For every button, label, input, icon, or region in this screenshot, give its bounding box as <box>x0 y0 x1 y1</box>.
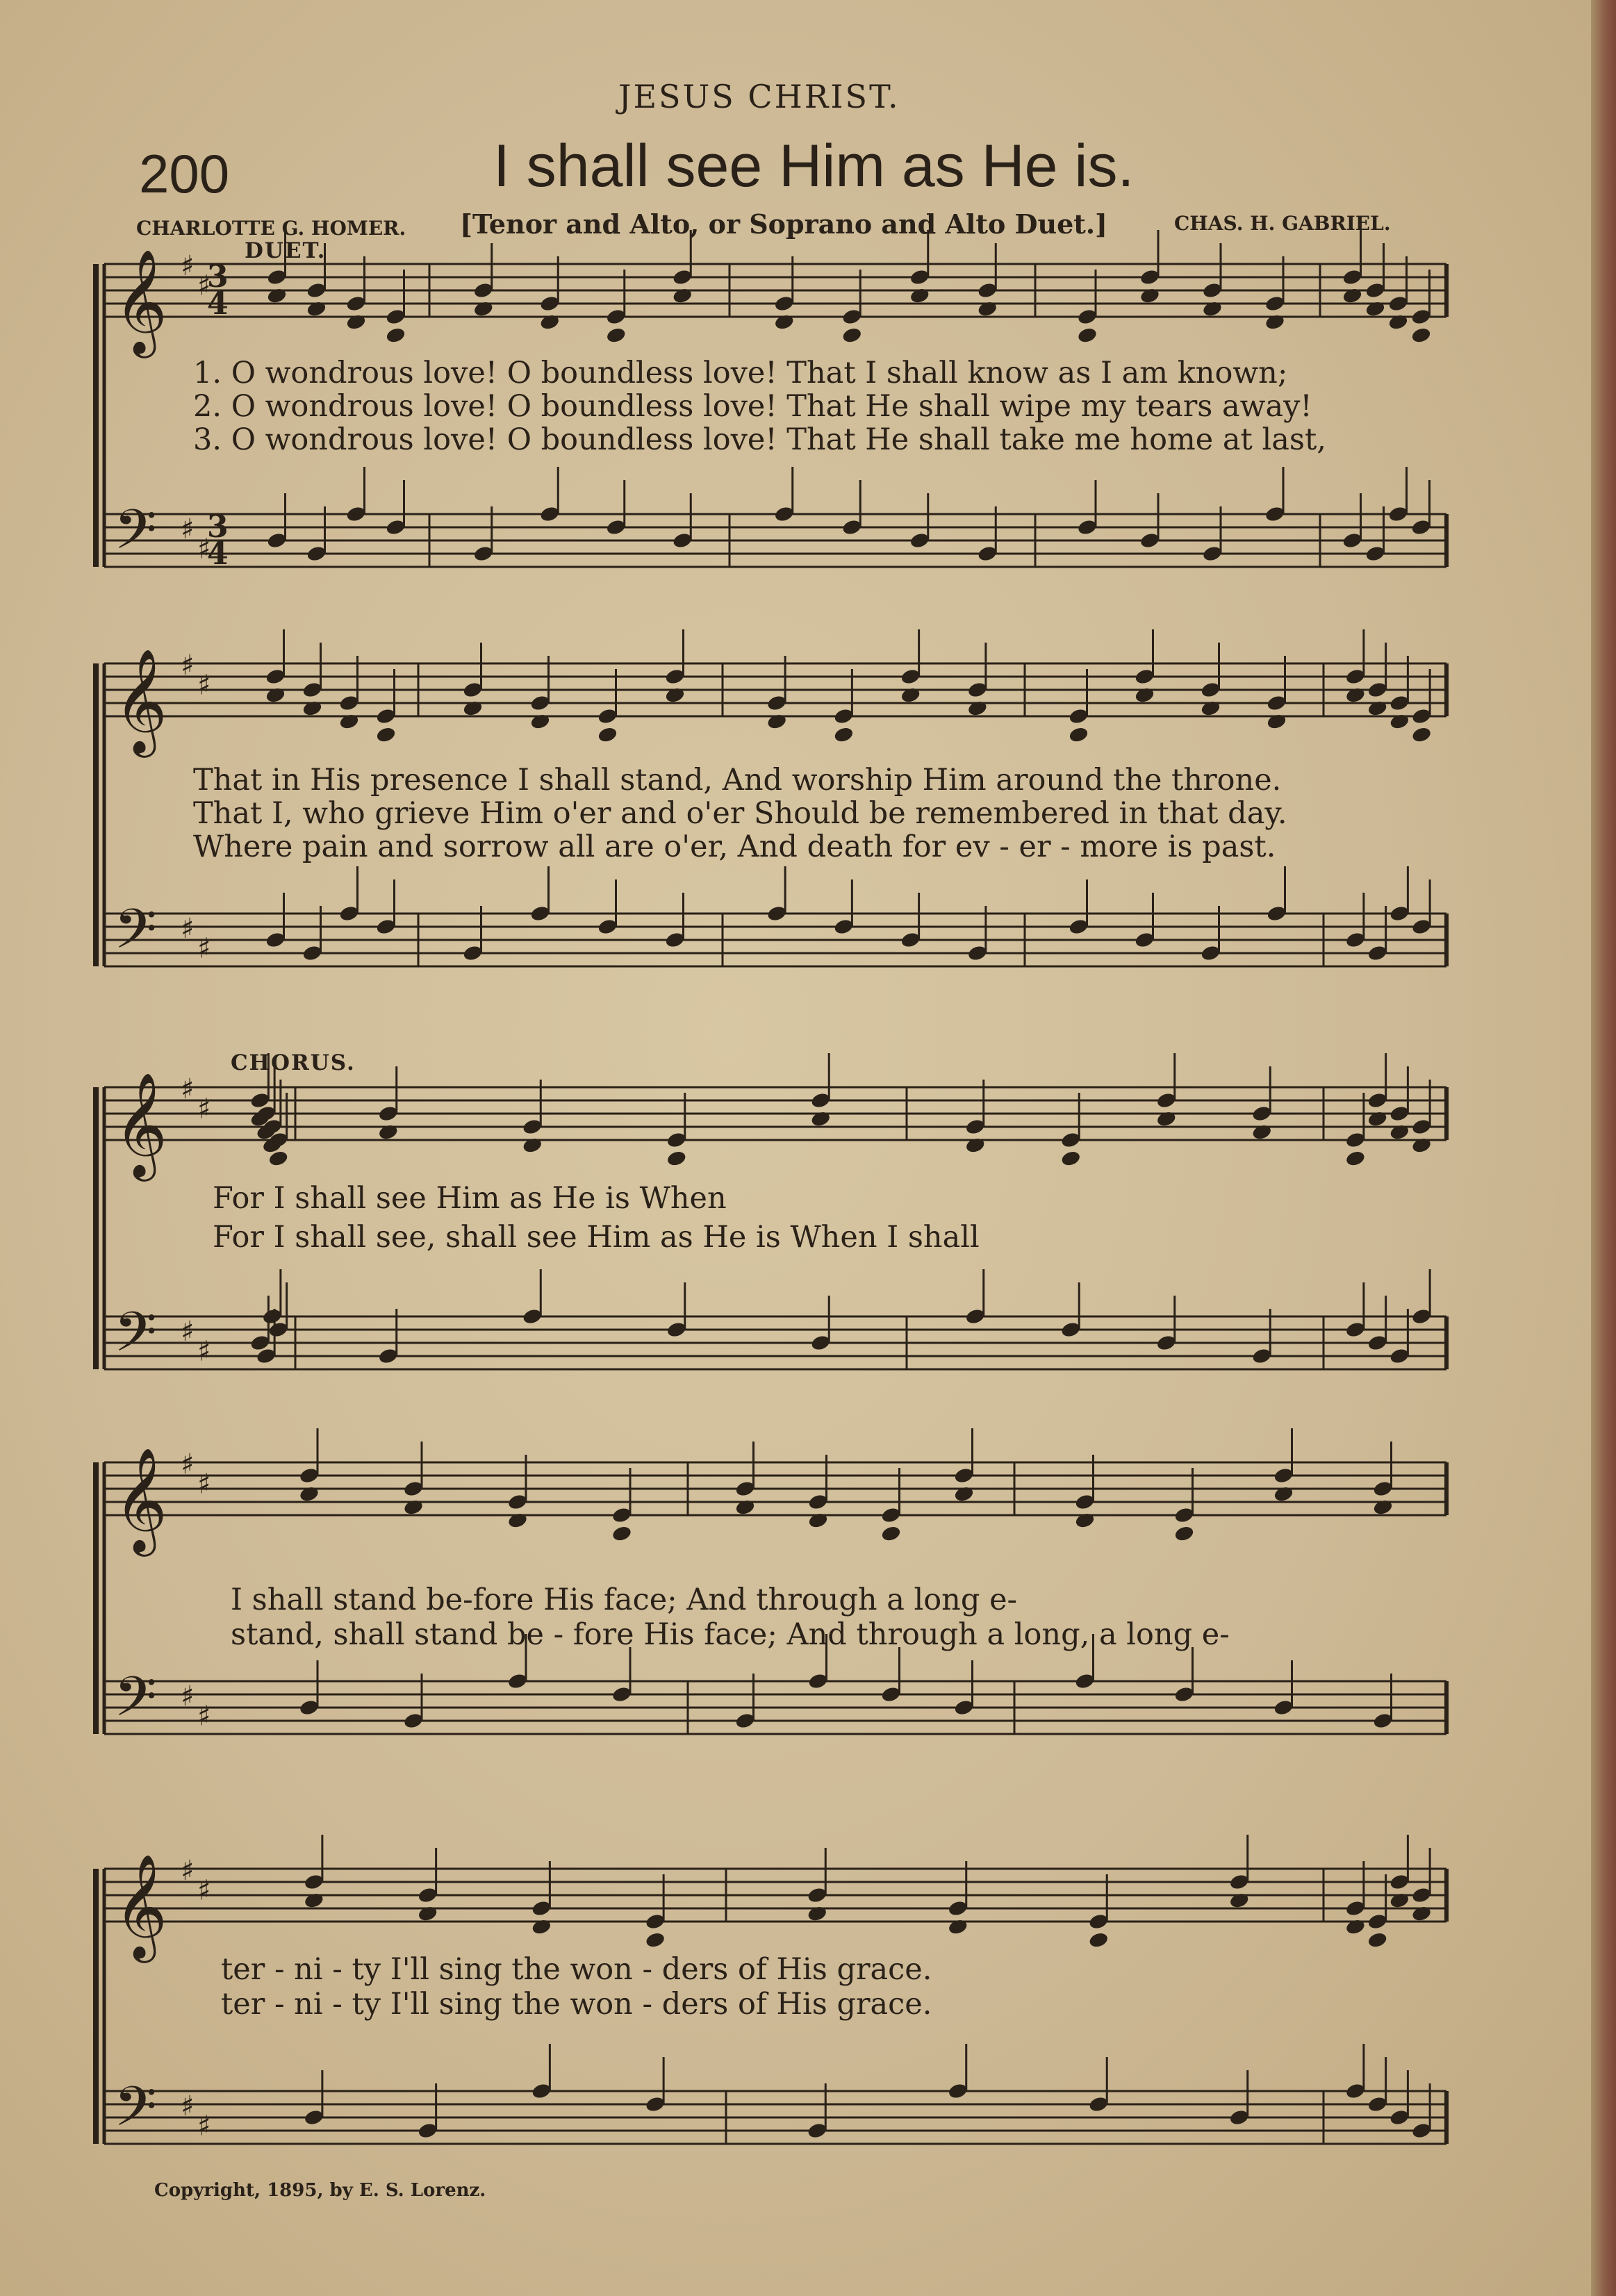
notehead <box>833 726 855 744</box>
hymn-title: I shall see Him as He is. <box>493 133 1135 199</box>
notehead <box>880 1525 902 1543</box>
notehead <box>1410 327 1432 345</box>
time-signature: 3 <box>207 509 229 545</box>
sharp-icon: ♯ <box>197 1093 211 1125</box>
sharp-icon: ♯ <box>197 1468 211 1501</box>
sharp-icon: ♯ <box>181 1448 195 1480</box>
chorus-line-1-lower: For I shall see, shall see Him as He is When I shall <box>213 1220 980 1255</box>
notehead <box>597 726 618 744</box>
time-signature: 3 <box>207 259 229 295</box>
sharp-icon: ♯ <box>197 1700 211 1733</box>
notehead <box>1411 726 1433 744</box>
section-heading: JESUS CHRIST. <box>618 78 900 115</box>
notehead <box>645 1931 666 1949</box>
chorus-line-1-upper: For I shall see Him as He is When <box>213 1181 727 1216</box>
chorus-line-2-upper: I shall stand be-fore His face; And through a long e- <box>231 1583 1018 1617</box>
bass-clef-icon: 𝄢 <box>114 497 157 575</box>
sharp-icon: ♯ <box>181 1855 195 1887</box>
time-signature: 4 <box>207 286 229 322</box>
page-binding-edge <box>1591 0 1616 2296</box>
copyright-notice: Copyright, 1895, by E. S. Lorenz. <box>154 2180 486 2201</box>
sharp-icon: ♯ <box>181 1680 195 1712</box>
treble-clef-icon: 𝄞 <box>114 1853 167 1958</box>
chorus-line-3-lower: ter - ni - ty I'll sing the won - ders of His grace. <box>221 1987 932 2022</box>
notehead <box>1068 726 1089 744</box>
treble-clef-icon: 𝄞 <box>114 248 167 354</box>
sharp-icon: ♯ <box>197 1874 211 1907</box>
chorus-marking: CHORUS. <box>231 1050 356 1075</box>
notehead <box>1077 327 1098 345</box>
verse-3-line-1: 3. O wondrous love! O boundless love! That He shall take me home at last, <box>193 422 1326 457</box>
verse-2-line-2: That I, who grieve Him o'er and o'er Should be remembered in that day. <box>193 796 1287 831</box>
notehead <box>605 327 627 345</box>
sharp-icon: ♯ <box>181 650 195 682</box>
sharp-icon: ♯ <box>181 250 195 282</box>
time-signature: 4 <box>207 536 229 572</box>
notehead <box>1173 1525 1195 1543</box>
sharp-icon: ♯ <box>197 669 211 702</box>
verse-3-line-2: Where pain and sorrow all are o'er, And death for ev - er - more is past. <box>193 829 1276 864</box>
notehead <box>375 726 397 744</box>
treble-clef-icon: 𝄞 <box>114 1071 167 1177</box>
notehead <box>1367 1931 1388 1949</box>
chorus-line-3-upper: ter - ni - ty I'll sing the won - ders of His grace. <box>221 1952 932 1987</box>
verse-1-line-2: That in His presence I shall stand, And worship Him around the throne. <box>193 763 1282 798</box>
sharp-icon: ♯ <box>197 2110 211 2142</box>
bass-clef-icon: 𝄢 <box>114 1300 157 1378</box>
sharp-icon: ♯ <box>181 513 195 545</box>
sharp-icon: ♯ <box>181 2090 195 2122</box>
notehead <box>611 1525 633 1543</box>
notehead <box>666 1150 687 1168</box>
sharp-icon: ♯ <box>197 533 211 565</box>
voicing-note: [Tenor and Alto, or Soprano and Alto Duet.] <box>460 208 1108 240</box>
treble-clef-icon: 𝄞 <box>114 1446 167 1552</box>
chorus-line-2-lower: stand, shall stand be - fore His face; And through a long, a long e- <box>231 1617 1230 1652</box>
verse-1-line-1: 1. O wondrous love! O boundless love! That I shall know as I am known; <box>193 356 1288 390</box>
bass-clef-icon: 𝄢 <box>114 897 157 975</box>
lyricist-credit: CHARLOTTE G. HOMER. <box>136 217 406 240</box>
composer-credit: CHAS. H. GABRIEL. <box>1174 212 1391 235</box>
sharp-icon: ♯ <box>181 913 195 945</box>
notehead <box>385 327 406 345</box>
sharp-icon: ♯ <box>197 1335 211 1368</box>
notehead <box>1088 1931 1110 1949</box>
sharp-icon: ♯ <box>197 932 211 965</box>
treble-clef-icon: 𝄞 <box>114 647 167 753</box>
hymn-number: 200 <box>139 143 230 204</box>
sharp-icon: ♯ <box>197 270 211 302</box>
duet-marking: DUET. <box>245 238 327 263</box>
notehead <box>267 1150 289 1168</box>
bass-clef-icon: 𝄢 <box>114 1665 157 1742</box>
sharp-icon: ♯ <box>181 1316 195 1348</box>
verse-2-line-1: 2. O wondrous love! O boundless love! That He shall wipe my tears away! <box>193 389 1312 424</box>
notehead <box>841 327 863 345</box>
bass-clef-icon: 𝄢 <box>114 2074 157 2152</box>
notehead <box>1060 1150 1082 1168</box>
notehead <box>1345 1150 1367 1168</box>
sharp-icon: ♯ <box>181 1073 195 1105</box>
